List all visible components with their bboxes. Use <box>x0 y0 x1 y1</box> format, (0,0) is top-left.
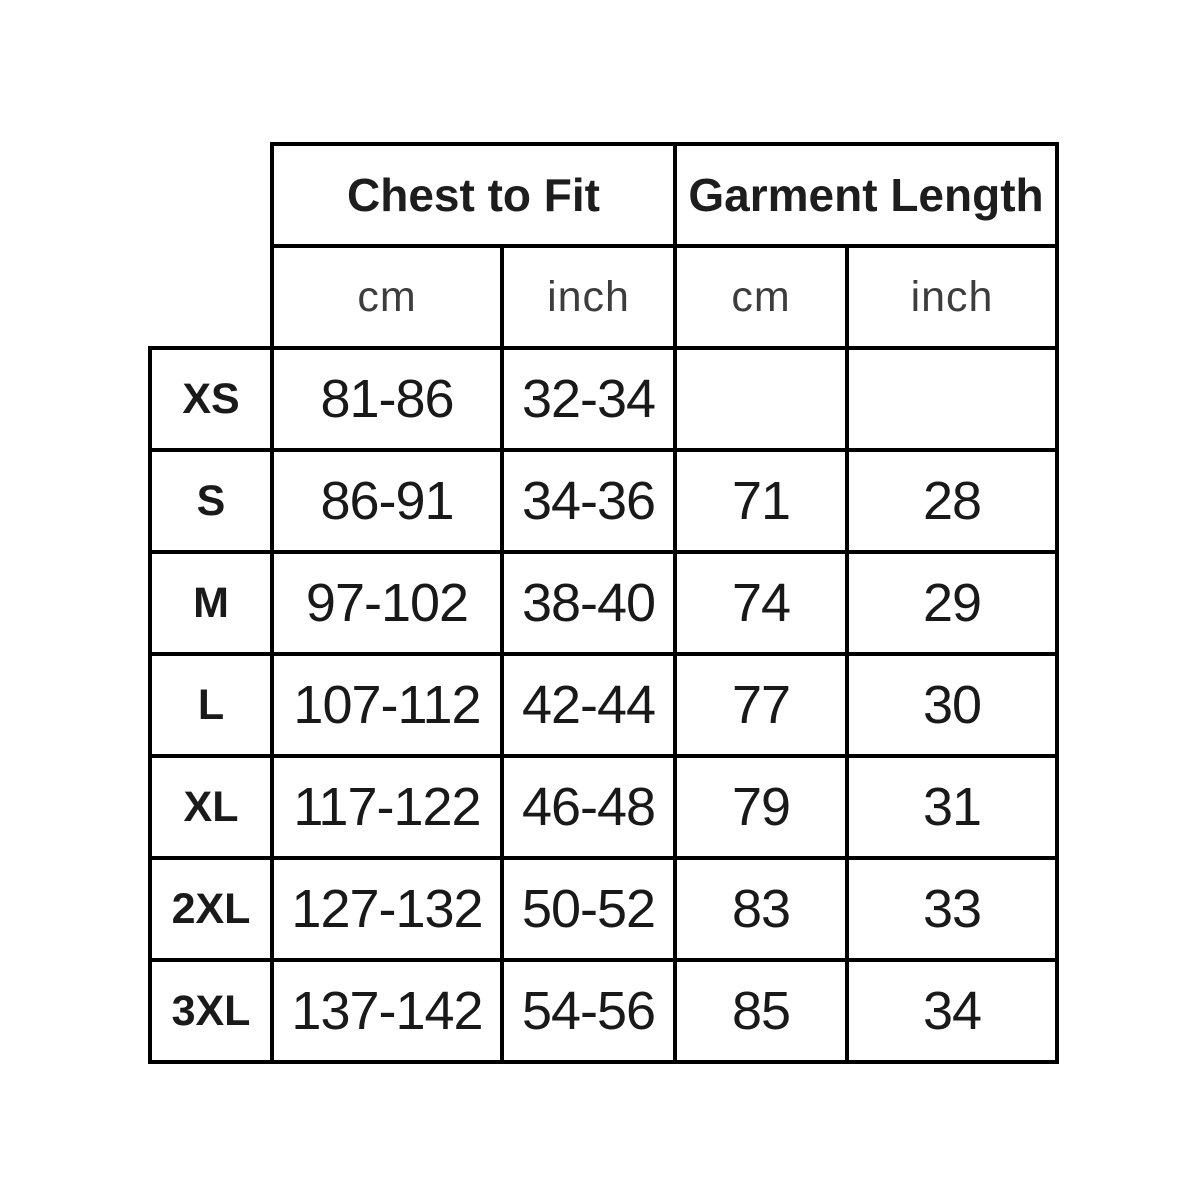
length-inch-unit-header: inch <box>847 246 1057 348</box>
length-inch-cell: 31 <box>847 756 1057 858</box>
length-cm-unit-header: cm <box>675 246 847 348</box>
chest-cm-cell: 86-91 <box>272 450 502 552</box>
corner-spacer <box>150 144 272 348</box>
garment-length-header: Garment Length <box>675 144 1057 246</box>
chest-cm-cell: 81-86 <box>272 348 502 450</box>
table-row-xs <box>150 348 1057 450</box>
size-chart-table <box>148 142 1059 1064</box>
unit-header-row <box>150 246 1057 348</box>
size-label: XL <box>150 756 272 858</box>
length-inch-cell <box>847 348 1057 450</box>
table-row-s <box>150 450 1057 552</box>
table-row-l <box>150 654 1057 756</box>
chest-cm-cell: 137-142 <box>272 960 502 1062</box>
size-label: XS <box>150 348 272 450</box>
length-inch-cell: 29 <box>847 552 1057 654</box>
chest-inch-unit-header: inch <box>502 246 675 348</box>
chest-cm-cell: 117-122 <box>272 756 502 858</box>
length-cm-cell: 83 <box>675 858 847 960</box>
length-inch-cell: 30 <box>847 654 1057 756</box>
chest-inch-cell: 54-56 <box>502 960 675 1062</box>
length-inch-cell: 33 <box>847 858 1057 960</box>
table-row-xl <box>150 756 1057 858</box>
chest-inch-cell: 46-48 <box>502 756 675 858</box>
chest-cm-cell: 97-102 <box>272 552 502 654</box>
size-label: L <box>150 654 272 756</box>
table-row-2xl <box>150 858 1057 960</box>
chest-cm-cell: 127-132 <box>272 858 502 960</box>
length-cm-cell <box>675 348 847 450</box>
chest-cm-unit-header: cm <box>272 246 502 348</box>
length-cm-cell: 85 <box>675 960 847 1062</box>
length-cm-cell: 79 <box>675 756 847 858</box>
size-label: 2XL <box>150 858 272 960</box>
size-label: S <box>150 450 272 552</box>
chest-cm-cell: 107-112 <box>272 654 502 756</box>
size-label: M <box>150 552 272 654</box>
chest-inch-cell: 42-44 <box>502 654 675 756</box>
size-label: 3XL <box>150 960 272 1062</box>
length-cm-cell: 74 <box>675 552 847 654</box>
chest-inch-cell: 50-52 <box>502 858 675 960</box>
chest-inch-cell: 32-34 <box>502 348 675 450</box>
length-cm-cell: 77 <box>675 654 847 756</box>
length-inch-cell: 34 <box>847 960 1057 1062</box>
table-row-m <box>150 552 1057 654</box>
chest-to-fit-header: Chest to Fit <box>272 144 675 246</box>
length-inch-cell: 28 <box>847 450 1057 552</box>
chest-inch-cell: 38-40 <box>502 552 675 654</box>
length-cm-cell: 71 <box>675 450 847 552</box>
chest-inch-cell: 34-36 <box>502 450 675 552</box>
group-header-row <box>150 144 1057 246</box>
table-row-3xl <box>150 960 1057 1062</box>
